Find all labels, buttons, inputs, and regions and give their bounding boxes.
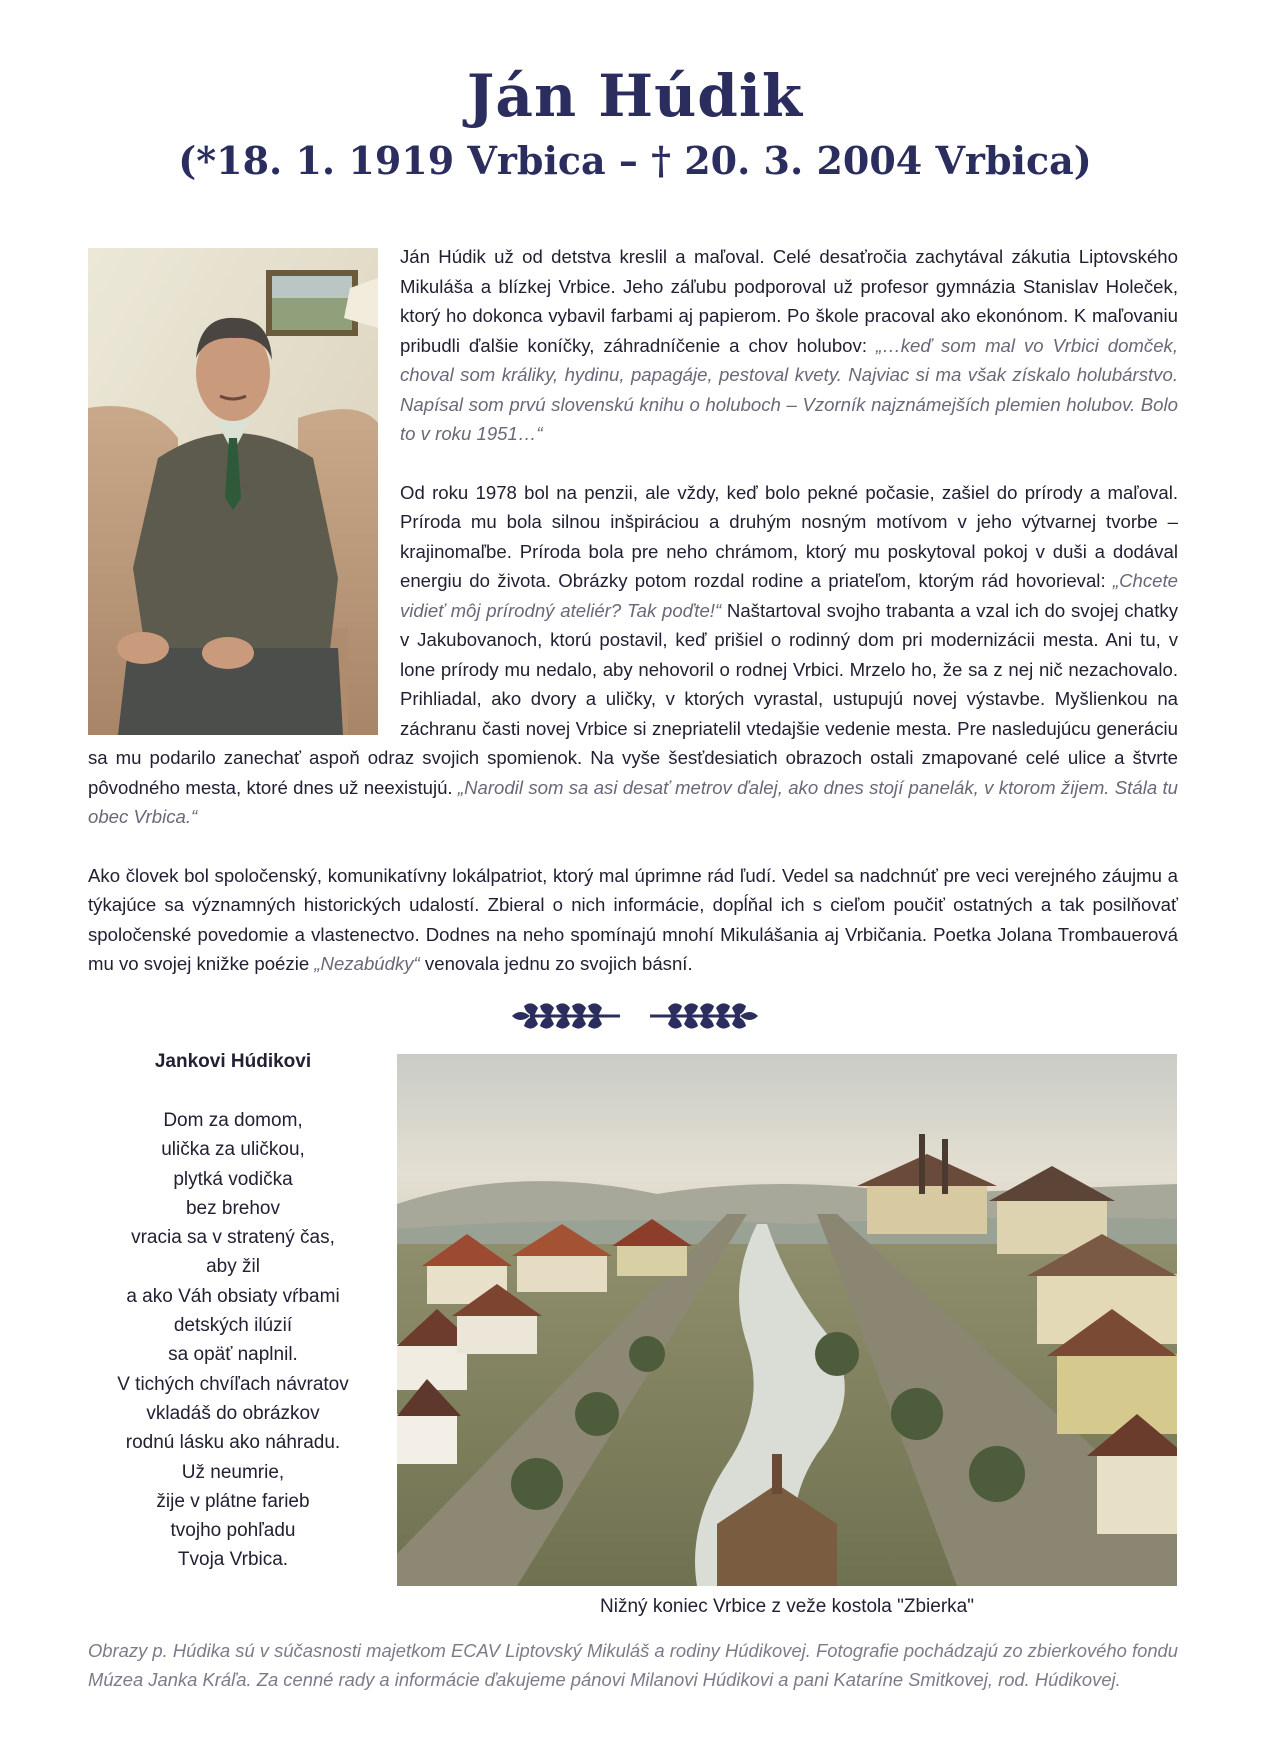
bio-p1-quote: „…keď som mal vo Vrbici domček, choval som králiky, hydinu, papagáje, pestoval kvety. Najviac si ma však získalo holubárstvo. Napísal som prvú slovenskú knihu o holuboch – Vzorník najznámejších plemien holubov. Bolo to v roku 1951…“ — [400, 334, 1178, 444]
poem-line: Tvoja Vrbica. — [177, 1549, 289, 1571]
footnote: Obrazy p. Húdika sú v súčasnosti majetkom ECAV Liptovský Mikuláš a rodiny Húdikovej. Fotografie pochádzajú zo zbierkového fondu Múzea Janka Kráľa. Za cenné rady a informácie ďakujeme pánovi Milanovi Húdikovi a pani Kataríne Smitkovej, rod. Húdikovej. — [88, 1640, 1178, 1690]
poem-line: aby žil — [206, 1256, 260, 1278]
poem-line: bez brehov — [185, 1197, 280, 1219]
poem-line: a ako Váh obsiaty vŕbami — [126, 1285, 340, 1307]
wheat-ornament-icon — [510, 998, 760, 1034]
painting-caption: Nižný koniec Vrbice z veže kostola "Zbierka" — [600, 1596, 974, 1617]
bio-paragraph-3 — [88, 861, 1178, 979]
poem-line: ulička za uličkou, — [161, 1139, 305, 1161]
poem-line: V tichých chvíľach návratov — [117, 1373, 349, 1395]
portrait-spacer — [88, 242, 400, 742]
bio-p3-quote: „Nezabúdky“ — [314, 953, 420, 974]
poem-line: žije v plátne farieb — [156, 1490, 310, 1512]
life-dates: (*18. 1. 1919 Vrbica – † 20. 3. 2004 Vrbica) — [178, 138, 1092, 183]
poem-line: vkladáš do obrázkov — [146, 1402, 320, 1424]
bio-p2-text-2: Naštartoval svojho trabanta a vzal ich do svojej chatky v Jakubovanoch, ktorú postavil, keď prišiel o rodinný dom pri modernizácii mesta. Ani tu, v lone prírody mu nedalo, aby nehovoril o rodnej Vrbici. Mrzelo ho, že sa z nej nič nezachovalo. Prihliadal, ako dvory a uličky, v ktorých vyrastal, ustupujú novej výstavbe. Myšlienkou na záchranu časti novej Vrbice si znepriatelil vtedajšie vedenie mesta. Pre nasledujúcu generáciu sa mu podarilo zanechať aspoň odraz svojich spomienok. Na vyše šesťdesiatich obrazoch ostali zmapované celé ulice a štvrte pôvodného mesta, ktoré dnes už neexistujú. — [88, 599, 1178, 798]
bio-p2-quote-1: „Chcete vidieť môj prírodný ateliér? Tak poďte!“ — [400, 570, 1178, 621]
poem-line: rodnú lásku ako náhradu. — [125, 1432, 341, 1454]
poem-line: Dom za domom, — [163, 1110, 303, 1131]
page-title: Ján Húdik — [466, 62, 804, 130]
biography — [88, 242, 1178, 979]
poem — [88, 1048, 378, 1575]
poem-line: tvojho pohľadu — [170, 1520, 296, 1542]
poem-line: plytká vodička — [173, 1168, 293, 1190]
bio-p3-text-1: Ako človek bol spoločenský, komunikatívny lokálpatriot, ktorý mal úprimne rád ľudí. Vedel sa nadchnúť pre veci verejného záujmu a týkajúce sa významných historických udalostí. Zbieral o nich informácie, dopĺňal ich s cieľom poučiť ostatných a tak posilňovať spoločenské povedomie a vlastenectvo. Dodnes na neho spomínajú mnohí Mikulášania aj Vrbičania. Poetka Jolana Trombauerová mu vo svojej knižke poézie — [88, 864, 1178, 974]
bio-p2-quote-2: „Narodil som sa asi desať metrov ďalej, ako dnes stojí panelák, v ktorom žijem. Stála tu obec Vrbica.“ — [88, 776, 1178, 827]
poem-line: detských ilúzií — [173, 1315, 293, 1337]
painting-image — [397, 1054, 1177, 1586]
poem-lines — [88, 1106, 378, 1575]
poem-line: sa opäť naplnil. — [168, 1344, 298, 1366]
bio-p1-text: Ján Húdik už od detstva kreslil a maľoval. Celé desaťročia zachytával zákutia Liptovského Mikuláša a blízkej Vrbice. Jeho záľubu podporoval už profesor gymnázia Stanislav Holeček, ktorý ho dokonca vybavil farbami aj papierom. Po škole pracoval ako ekonónom. K maľovaniu pribudli ďalšie koníčky, záhradníčenie a chov holubov: — [400, 246, 1178, 356]
poem-line: Už neumrie, — [181, 1461, 285, 1483]
poem-title: Jankovi Húdikovi — [154, 1051, 312, 1072]
bio-p3-text-2: venovala jednu zo svojich básní. — [419, 953, 693, 974]
poem-line: vracia sa v stratený čas, — [131, 1227, 335, 1249]
bio-p2-text-1: Od roku 1978 bol na penzii, ale vždy, keď bolo pekné počasie, zašiel do prírody a maľoval. Príroda mu bola silnou inšpiráciou a druhým nosným motívom v jeho výtvarnej tvorbe – krajinomaľbe. Príroda bola pre neho chrámom, ktorý mu poskytoval pokoj v duši a dodával energiu do života. Obrázky potom rozdal rodine a priateľom, ktorým rád hovorieval: — [400, 481, 1178, 591]
